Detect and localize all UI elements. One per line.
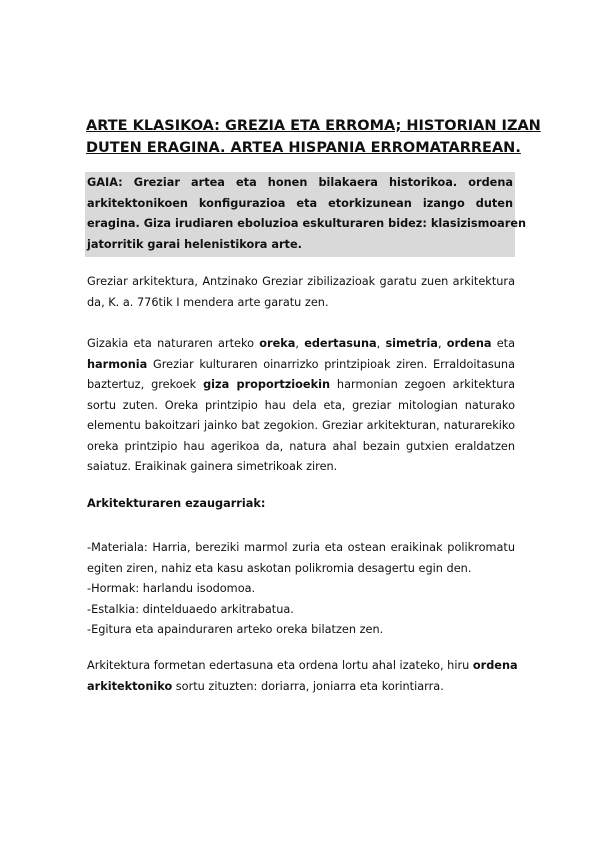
feature-material-line-1: -Materiala: Harria, bereziki marmol zuria eta ostean eraikinak polikromatu xyxy=(87,541,515,554)
principles-line-4: sortu zuten. Oreka printzipio hau dela eta, greziar mitologian naturako xyxy=(87,398,515,412)
document-title xyxy=(86,115,541,159)
topic-box xyxy=(85,172,527,257)
topic-line-3: eragina. Giza irudiaren eboluzioa eskulturaren bidez: klasizismoaren xyxy=(87,217,527,230)
feature-roof: -Estalkia: dintelduaedo arkitrabatua. xyxy=(87,602,294,616)
orders-line-2: arkitektoniko sortu zituzten: doriarra, joniarra eta korintiarra. xyxy=(87,679,444,693)
feature-balance: -Egitura eta apainduraren arteko oreka bilatzen zen. xyxy=(87,623,384,636)
features-heading: Arkitekturaren ezaugarriak: xyxy=(87,497,266,510)
topic-line-4: jatorritik garai helenistikora arte. xyxy=(87,237,302,251)
intro-line-2: da, K. a. 776tik I mendera arte garatu zen. xyxy=(87,295,329,309)
topic-line-2: arkitektonikoen konfigurazioa eta etorkizunean izango duten xyxy=(87,196,513,210)
intro-paragraph xyxy=(87,272,515,313)
principles-line-1: Gizakia eta naturaren arteko oreka, edertasuna, simetria, ordena eta xyxy=(87,337,516,350)
feature-walls: -Hormak: harlandu isodomoa. xyxy=(87,582,256,595)
principles-paragraph xyxy=(87,334,515,478)
principles-line-7: saiatuz. Eraikinak gainera simetrikoak ziren. xyxy=(87,460,338,473)
feature-material-line-2: egiten ziren, nahiz eta kasu askotan polikromia desagertu egin den. xyxy=(87,561,472,575)
principles-line-6: oreka printzipio hau agerikoa da, natura ahal bezain gutxien eraldatzen xyxy=(87,439,515,453)
intro-line-1: Greziar arkitektura, Antzinako Greziar zibilizazioak garatu zuen arkitektura xyxy=(87,275,515,288)
principles-line-3: baztertuz, grekoek giza proportzioekin harmonian zegoen arkitektura xyxy=(87,378,515,391)
principles-line-5: elementu bakoitzari jainko bat zegokion. Greziar arkitekturan, naturarekiko xyxy=(87,419,515,432)
orders-line-1: Arkitektura formetan edertasuna eta ordena lortu ahal izateko, hiru ordena xyxy=(87,659,518,672)
title-line-1: ARTE KLASIKOA: GREZIA ETA ERROMA; HISTORIAN IZAN xyxy=(86,118,541,134)
orders-paragraph xyxy=(87,656,518,697)
title-line-2: DUTEN ERAGINA. ARTEA HISPANIA ERROMATARREAN. xyxy=(86,140,521,156)
features-list xyxy=(87,538,515,641)
principles-line-2: harmonia Greziar kulturaren oinarrizko printzipioak ziren. Erraldoitasuna xyxy=(87,357,515,371)
topic-line-1: GAIA: Greziar artea eta honen bilakaera historikoa. ordena xyxy=(87,176,513,189)
